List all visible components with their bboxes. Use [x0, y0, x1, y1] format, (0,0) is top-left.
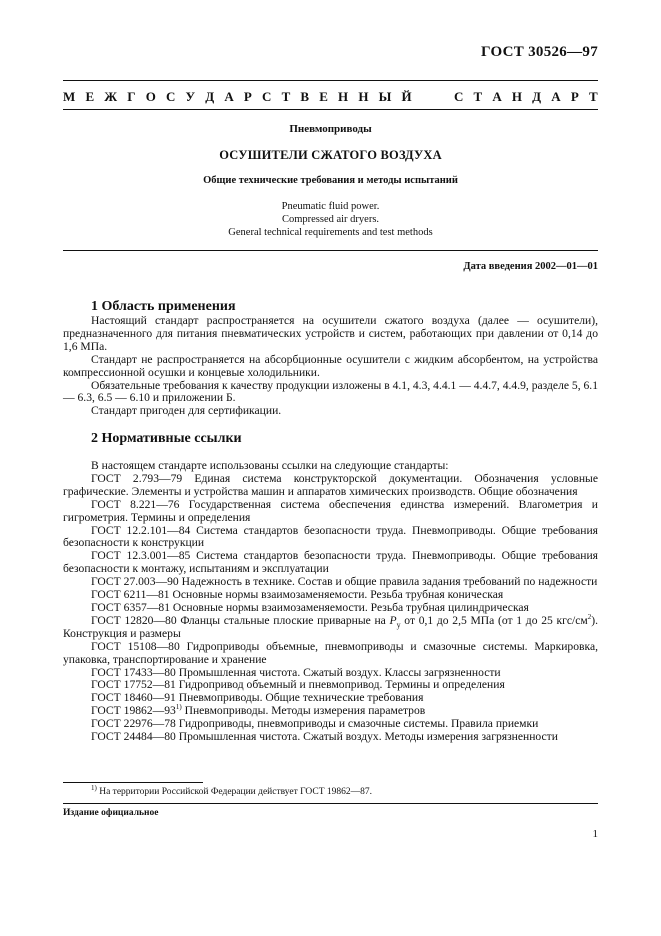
introduction-date: Дата введения 2002—01—01	[463, 261, 598, 272]
banner-letter: Е	[85, 89, 95, 104]
banner-letter: Г	[127, 89, 136, 104]
banner-letter: Р	[243, 89, 252, 104]
banner-letter: С	[453, 89, 464, 104]
ref-text: от 0,1 до 2,5 МПа (от 1 до 25 кгс/см	[400, 613, 588, 627]
document-subtitle: Общие технические требования и методы испытаний	[203, 175, 458, 186]
reference-item: ГОСТ 8.221—76 Государственная система обеспечения единства измерений. Влагометрия и гигрометрия. Термины и определения	[63, 497, 598, 524]
english-title-3: General technical requirements and test methods	[228, 227, 433, 238]
pressure-symbol: P	[389, 613, 397, 627]
banner-letter: Т	[473, 89, 483, 104]
banner-letter: Н	[511, 89, 523, 104]
paragraph: Стандарт пригоден для сертификации.	[91, 404, 282, 418]
section-1-body	[63, 315, 598, 418]
banner-gap	[422, 89, 444, 105]
date-top-rule	[63, 250, 598, 251]
reference-item: ГОСТ 27.003—90 Надежность в технике. Состав и общие правила задания требований по надежности	[91, 575, 598, 589]
banner-letter: А	[224, 89, 234, 104]
banner-letter: Й	[401, 89, 412, 104]
banner-letter: Д	[205, 89, 215, 104]
footnote-text: На территории Российской Федерации действует ГОСТ 19862—87.	[96, 787, 373, 797]
reference-item: ГОСТ 22976—78 Гидроприводы, пневмоприводы и смазочные системы. Правила приемки	[91, 717, 539, 731]
reference-item: ГОСТ 2.793—79 Единая система конструкторской документации. Обозначения условные графические. Элементы и устройства машин и аппаратов химических производств. Общие обозначения	[63, 471, 598, 498]
paragraph: Обязательные требования к качеству продукции изложены в 4.1, 4.3, 4.4.1 — 4.4.7, 4.4.9, разделе 5, 6.1 — 6.3, 6.5 — 6.10 и приложении Б.	[63, 378, 598, 405]
paragraph: Стандарт не распространяется на абсорбционные осушители с жидким абсорбентом, на устройства компрессионной осушки и концевые холодильники.	[63, 352, 598, 379]
banner-letter: Ы	[378, 89, 392, 104]
reference-item: ГОСТ 6357—81 Основные нормы взаимозаменяемости. Резьба трубная цилиндрическая	[91, 600, 529, 614]
banner-letter: Ж	[104, 89, 118, 104]
reference-item	[63, 615, 598, 641]
paragraph: Настоящий стандарт распространяется на осушители сжатого воздуха (далее — осушители), предназначенного для питания пневматических устройств и систем, работающих при давлении от 0,14 до 1,6 МПа.	[63, 314, 598, 353]
english-title-2: Compressed air dryers.	[281, 214, 380, 225]
footnote	[91, 783, 373, 797]
footnote-marker: 1)	[91, 783, 97, 792]
reference-item: ГОСТ 12.2.101—84 Система стандартов безопасности труда. Пневмоприводы. Общие требования безопасности к конструкции	[63, 523, 598, 550]
banner-letter: С	[262, 89, 272, 104]
reference-item: ГОСТ 17752—81 Гидропривод объемный и пневмопривод. Термины и определения	[91, 678, 505, 692]
ref-text: ГОСТ 19862—93	[91, 704, 176, 718]
page-number: 1	[592, 828, 598, 840]
banner-letter: Н	[338, 89, 349, 104]
category-title: Пневмоприводы	[289, 123, 372, 135]
ref-text: ). Конструкция и размеры	[63, 613, 598, 640]
banner-letter: О	[145, 89, 156, 104]
reference-item: ГОСТ 17433—80 Промышленная чистота. Сжатый воздух. Классы загрязненности	[91, 665, 501, 679]
top-rule	[63, 80, 598, 81]
banner-letter: Т	[281, 89, 291, 104]
banner-letter: В	[300, 89, 310, 104]
section-1-heading: 1 Область применения	[91, 299, 236, 314]
reference-item: ГОСТ 12.3.001—85 Система стандартов безопасности труда. Пневмоприводы. Общие требования безопасности к монтажу, испытаниям и эксплуатации	[63, 549, 598, 576]
banner-letter: У	[185, 89, 196, 104]
subscript: у	[396, 620, 401, 630]
banner-rule	[63, 109, 598, 110]
banner-letter: Е	[319, 89, 328, 104]
paragraph: В настоящем стандарте использованы ссылки на следующие стандарты:	[91, 459, 449, 472]
banner-letter: Н	[358, 89, 369, 104]
footnote-marker: 1)	[175, 703, 182, 712]
superscript: 2	[587, 613, 592, 622]
document-title: ОСУШИТЕЛИ СЖАТОГО ВОЗДУХА	[219, 148, 442, 162]
reference-item: ГОСТ 6211—81 Основные нормы взаимозаменяемости. Резьба трубная коническая	[91, 588, 504, 602]
banner-letter: А	[492, 89, 502, 104]
english-title-1: Pneumatic fluid power.	[281, 201, 380, 212]
gost-number: ГОСТ 30526—97	[480, 44, 598, 60]
reference-item: ГОСТ 18460—91 Пневмоприводы. Общие технические требования	[91, 691, 424, 705]
banner-letter: А	[551, 89, 561, 104]
reference-item: ГОСТ 24484—80 Промышленная чистота. Сжатый воздух. Методы измерения загрязненности	[91, 730, 558, 744]
reference-item: ГОСТ 15108—80 Гидроприводы объемные, пневмоприводы и смазочные системы. Маркировка, упаковка, транспортирование и хранение	[63, 639, 598, 666]
official-edition-label: Издание официальное	[63, 808, 159, 818]
banner-letter: С	[166, 89, 176, 104]
standard-banner	[63, 89, 598, 105]
references-list	[63, 460, 598, 744]
bottom-rule	[63, 803, 598, 804]
banner-letter: Д	[532, 89, 542, 104]
ref-text: Пневмоприводы. Методы измерения параметров	[181, 704, 426, 718]
section-2-heading: 2 Нормативные ссылки	[91, 431, 242, 446]
footnote-rule	[63, 782, 203, 783]
banner-letter: Р	[570, 89, 579, 104]
ref-text: ГОСТ 12820—80 Фланцы стальные плоские приварные на	[91, 613, 390, 627]
banner-letter: Т	[588, 89, 598, 104]
banner-letter: М	[63, 89, 76, 104]
